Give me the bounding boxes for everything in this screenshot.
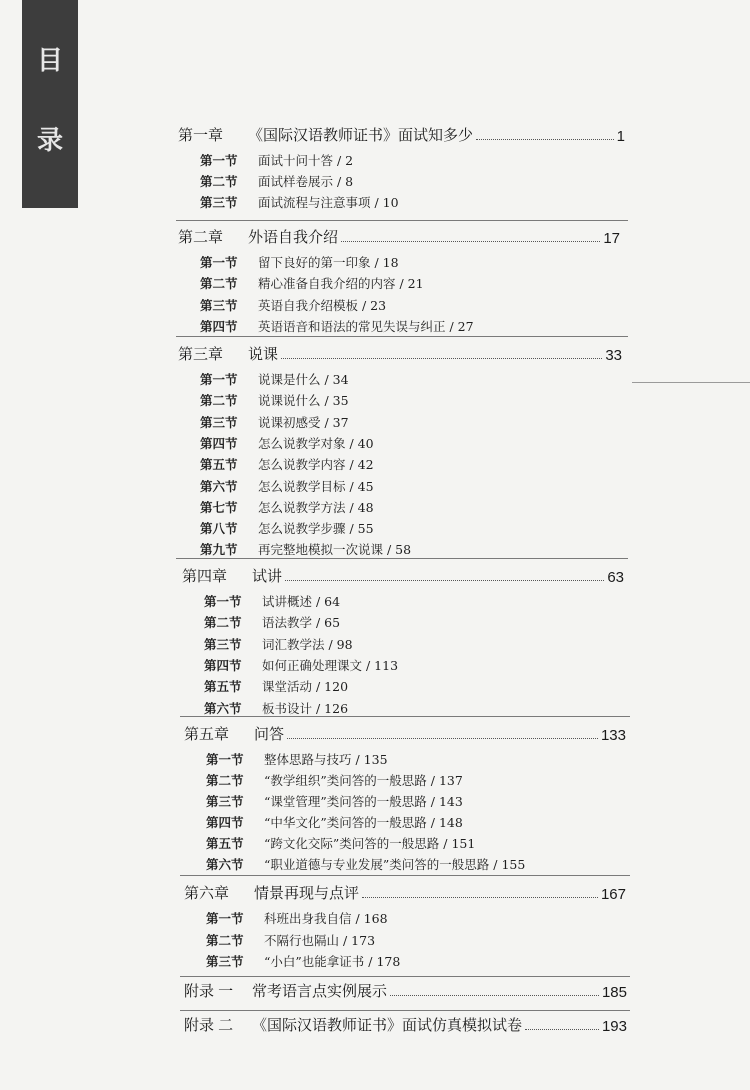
chapter-entry[interactable] (178, 226, 620, 247)
section-entry[interactable] (200, 253, 399, 271)
appendix-page-number: 193 (601, 1018, 627, 1035)
section-entry[interactable] (200, 193, 399, 211)
dot-leader (390, 995, 599, 996)
section-title: 怎么说教学内容 / 42 (258, 457, 374, 473)
section-entry[interactable] (200, 296, 386, 314)
section-entry[interactable] (200, 391, 349, 409)
section-label: 第一节 (206, 752, 244, 767)
section-title: 面试十问十答 / 2 (258, 153, 354, 168)
title-sidebar (22, 0, 78, 208)
section-label: 第六节 (200, 478, 238, 494)
section-title: 怎么说教学对象 / 40 (258, 435, 374, 451)
section-title: 英语自我介绍模板 / 23 (258, 297, 387, 313)
dot-leader (287, 738, 598, 739)
section-label: 第一节 (204, 594, 242, 609)
section-title: “课堂管理”类问答的一般思路 / 143 (264, 794, 463, 809)
section-entry[interactable] (206, 771, 463, 789)
section-title: 面试流程与注意事项 / 10 (258, 195, 399, 210)
section-title: 怎么说教学方法 / 48 (258, 499, 374, 515)
chapter-page-number: 17 (603, 230, 620, 247)
section-entry[interactable] (200, 477, 374, 495)
section-title: 整体思路与技巧 / 135 (264, 752, 388, 767)
section-label: 第三节 (200, 195, 238, 210)
chapter-page-number: 1 (616, 128, 625, 145)
section-label: 第五节 (204, 679, 242, 695)
section-title: 说课说什么 / 35 (258, 393, 349, 409)
section-label: 第一节 (200, 153, 238, 168)
section-entry[interactable] (206, 750, 388, 768)
appendix-label: 附录 一 (184, 983, 234, 1000)
section-entry[interactable] (206, 834, 475, 852)
dot-leader (285, 580, 604, 581)
section-label: 第八节 (200, 521, 238, 537)
section-entry[interactable] (200, 498, 374, 516)
section-label: 第四节 (200, 318, 238, 334)
section-title: 怎么说教学步骤 / 55 (258, 521, 374, 537)
section-label: 第四节 (206, 815, 244, 830)
chapter-label: 第一章 (178, 127, 224, 144)
chapter-title: 试讲 (252, 568, 283, 585)
section-entry[interactable] (206, 855, 525, 873)
section-title: 词汇教学法 / 98 (262, 636, 353, 652)
section-entry[interactable] (206, 931, 375, 949)
section-label: 第七节 (200, 499, 238, 515)
section-label: 第六节 (204, 700, 242, 716)
appendix-page-number: 185 (601, 984, 627, 1001)
section-label: 第五节 (206, 836, 244, 851)
section-entry[interactable] (204, 635, 353, 653)
chapter-title: 外语自我介绍 (248, 229, 339, 246)
section-title: 面试样卷展示 / 8 (258, 174, 354, 189)
section-title: “小白”也能拿证书 / 178 (264, 954, 401, 969)
appendix-entry[interactable] (184, 980, 627, 1001)
section-label: 第一节 (206, 911, 244, 926)
dot-leader (341, 241, 600, 242)
chapter-label: 第五章 (184, 726, 230, 743)
section-title: 英语语音和语法的常见失误与纠正 / 27 (258, 318, 474, 334)
section-divider (176, 336, 628, 337)
section-divider (180, 976, 630, 977)
section-entry[interactable] (206, 813, 463, 831)
section-title: 课堂活动 / 120 (262, 679, 349, 695)
chapter-entry[interactable] (178, 124, 625, 145)
section-title: 试讲概述 / 64 (262, 594, 341, 609)
page-title-char-2: 录 (36, 126, 63, 156)
chapter-label: 第六章 (184, 885, 230, 902)
section-label: 第二节 (204, 615, 242, 631)
section-entry[interactable] (204, 677, 348, 695)
chapter-label: 第四章 (182, 568, 228, 585)
section-title: 说课初感受 / 37 (258, 414, 349, 430)
section-entry[interactable] (200, 317, 474, 335)
chapter-page-number: 167 (600, 886, 626, 903)
section-label: 第二节 (206, 773, 244, 788)
section-title: 精心准备自我介绍的内容 / 21 (258, 276, 424, 292)
chapter-page-number: 33 (605, 347, 622, 364)
section-label: 第九节 (200, 542, 238, 558)
section-divider (180, 1010, 630, 1011)
chapter-page-number: 63 (607, 569, 624, 586)
section-title: 说课是什么 / 34 (258, 372, 349, 387)
dot-leader (281, 358, 602, 359)
edge-rule (632, 382, 750, 383)
section-label: 第六节 (206, 857, 244, 872)
section-label: 第二节 (200, 174, 238, 189)
section-entry[interactable] (204, 656, 398, 674)
section-label: 第三节 (204, 636, 242, 652)
section-entry[interactable] (200, 172, 353, 190)
section-entry[interactable] (206, 792, 463, 810)
chapter-entry[interactable] (178, 343, 622, 364)
section-label: 第一节 (200, 372, 238, 387)
section-label: 第四节 (200, 435, 238, 451)
chapter-title: 情景再现与点评 (254, 885, 360, 902)
chapter-title: 问答 (254, 726, 285, 743)
section-label: 第三节 (200, 414, 238, 430)
section-entry[interactable] (200, 413, 349, 431)
chapter-entry[interactable] (184, 882, 626, 903)
section-entry[interactable] (200, 274, 424, 292)
section-entry[interactable] (206, 952, 400, 970)
section-title: 科班出身我自信 / 168 (264, 911, 388, 926)
section-title: 不隔行也隔山 / 173 (264, 932, 376, 948)
chapter-entry[interactable] (182, 565, 624, 586)
page-title-char-1: 目 (36, 46, 63, 76)
chapter-page-number: 133 (600, 727, 626, 744)
section-entry[interactable] (204, 699, 348, 717)
chapter-title: 说课 (248, 346, 279, 363)
section-title: 板书设计 / 126 (262, 700, 349, 716)
section-entry[interactable] (200, 455, 374, 473)
section-label: 第三节 (206, 794, 244, 809)
section-title: “教学组织”类问答的一般思路 / 137 (264, 773, 463, 788)
dot-leader (362, 897, 598, 898)
section-entry[interactable] (200, 434, 374, 452)
section-entry[interactable] (200, 519, 374, 537)
section-label: 第三节 (200, 297, 238, 313)
section-entry[interactable] (204, 613, 340, 631)
section-label: 第一节 (200, 255, 238, 270)
section-label: 第二节 (206, 932, 244, 948)
chapter-label: 第二章 (178, 229, 224, 246)
section-label: 第二节 (200, 393, 238, 409)
section-label: 第四节 (204, 657, 242, 673)
section-label: 第三节 (206, 954, 244, 969)
section-title: “职业道德与专业发展”类问答的一般思路 / 155 (264, 857, 526, 872)
section-entry[interactable] (200, 370, 349, 388)
section-divider (180, 875, 630, 876)
section-entry[interactable] (200, 540, 411, 558)
appendix-title: 《国际汉语教师证书》面试仿真模拟试卷 (252, 1017, 523, 1034)
section-title: 留下良好的第一印象 / 18 (258, 255, 399, 270)
section-divider (176, 558, 628, 559)
section-entry[interactable] (200, 151, 353, 169)
section-divider (180, 716, 630, 717)
section-title: 如何正确处理课文 / 113 (262, 657, 399, 673)
section-divider (176, 220, 628, 221)
section-label: 第二节 (200, 276, 238, 292)
section-title: “中华文化”类问答的一般思路 / 148 (264, 815, 463, 830)
section-title: 怎么说教学目标 / 45 (258, 478, 374, 494)
appendix-entry[interactable] (184, 1014, 627, 1035)
dot-leader (476, 139, 614, 140)
section-entry[interactable] (206, 909, 388, 927)
appendix-label: 附录 二 (184, 1017, 234, 1034)
appendix-title: 常考语言点实例展示 (252, 983, 388, 1000)
section-label: 第五节 (200, 457, 238, 473)
chapter-label: 第三章 (178, 346, 224, 363)
dot-leader (525, 1029, 599, 1030)
section-entry[interactable] (204, 592, 340, 610)
section-title: 再完整地模拟一次说课 / 58 (258, 542, 412, 558)
chapter-title: 《国际汉语教师证书》面试知多少 (248, 127, 474, 144)
section-title: 语法教学 / 65 (262, 615, 341, 631)
section-title: “跨文化交际”类问答的一般思路 / 151 (264, 836, 476, 851)
chapter-entry[interactable] (184, 723, 626, 744)
